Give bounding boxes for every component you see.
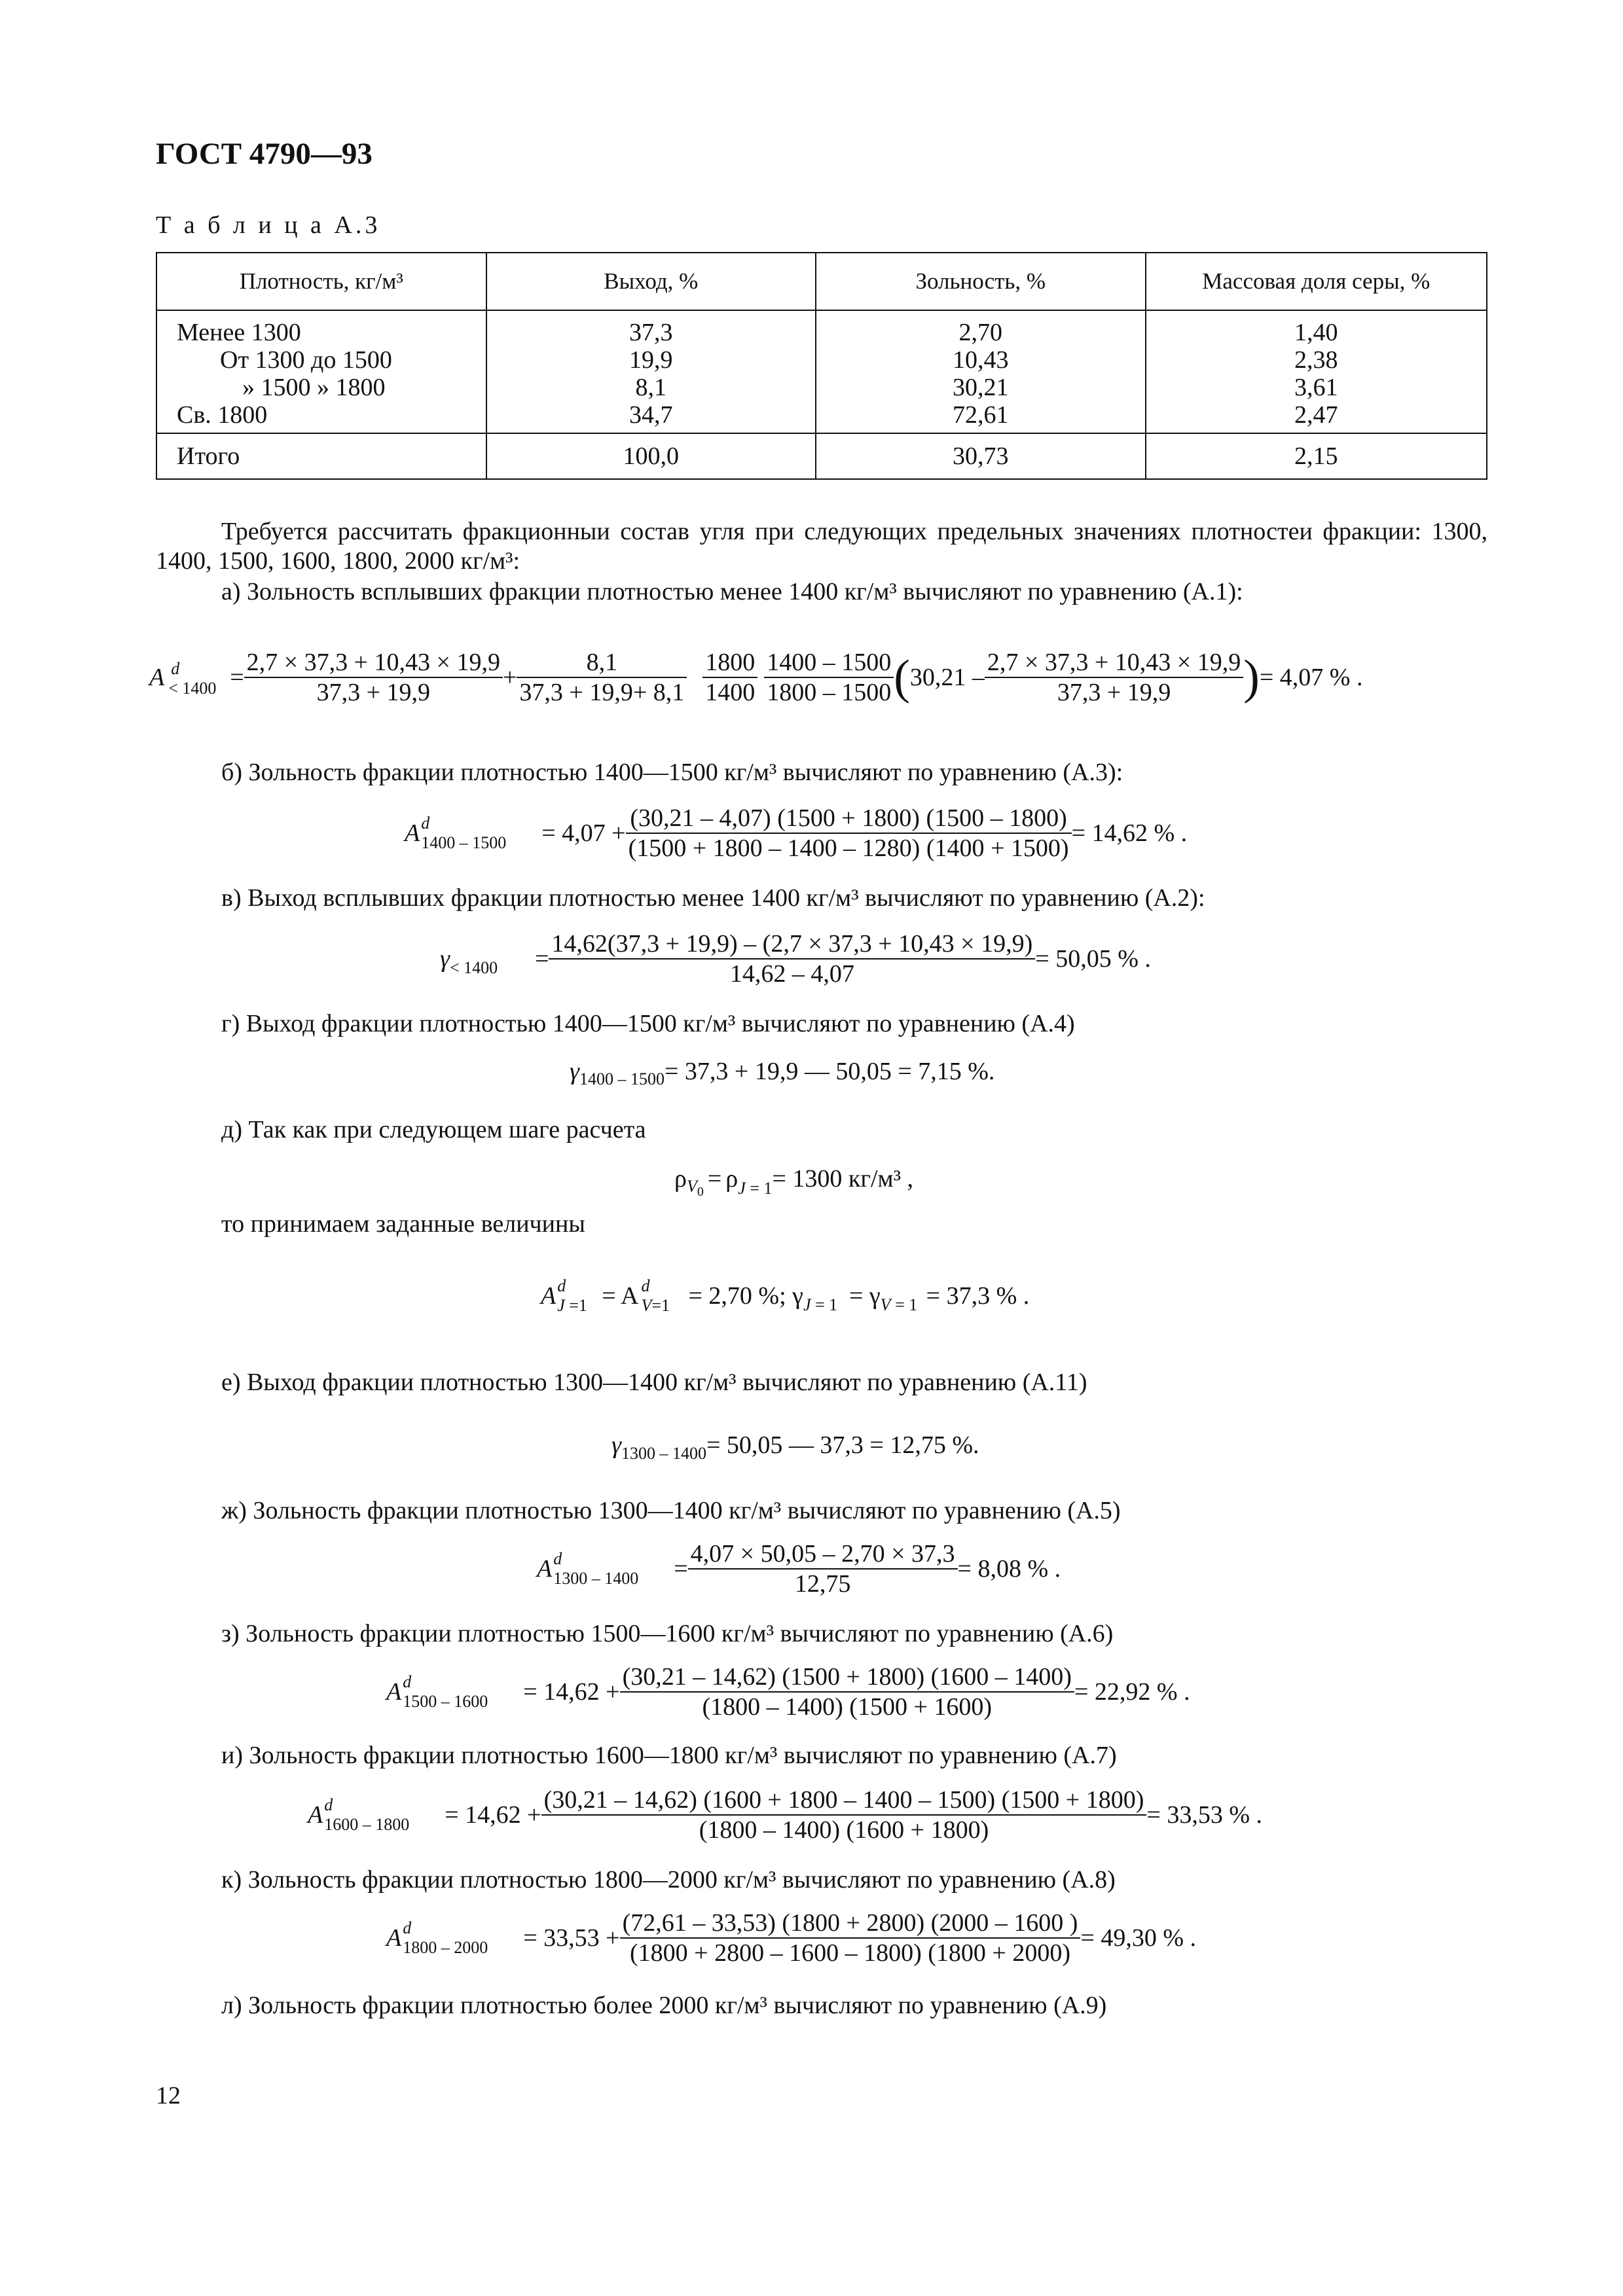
- document-header: ГОСТ 4790—93: [156, 137, 373, 171]
- intro-paragraph: Требуется рассчитать фракционныи состав угля при следующих предельных значениях плотностеи фракции: 1300, 1400, 1500, 1600, 1800, 2000 кг/м³:: [156, 518, 1487, 575]
- table-cell: 3,61: [1294, 374, 1338, 401]
- table-cell: 100,0: [486, 433, 816, 479]
- column-header: Плотность, кг/м³: [156, 253, 486, 310]
- item-v: в) Выход всплывших фракции плотностью менее 1400 кг/м³ вычисляют по уравнению (А.2):: [221, 884, 1205, 912]
- formula-i: A d 1600 – 1800 = 14,62 + $\frac{(30,21 - 14,62) (1600 + 1800 - 1400 - 1500) (1500 + 1800)}{(1800 - 1400) (1600 + 1800)}$ = 33,53 % .: [308, 1786, 1262, 1844]
- column-header: Массовая доля серы, %: [1146, 253, 1487, 310]
- item-zh: ж) Зольность фракции плотностью 1300—1400 кг/м³ вычисляют по уравнению (А.5): [221, 1497, 1121, 1524]
- table-total-row: [156, 433, 1487, 479]
- ash-cell: [816, 310, 1146, 433]
- item-e: е) Выход фракции плотностью 1300—1400 кг/м³ вычисляют по уравнению (А.11): [221, 1369, 1087, 1396]
- table-cell: 2,70: [958, 319, 1003, 346]
- sulfur-cell: [1146, 310, 1487, 433]
- table-caption: Т а б л и ц а А.3: [156, 211, 381, 239]
- item-i: и) Зольность фракции плотностью 1600—1800 кг/м³ вычисляют по уравнению (А.7): [221, 1742, 1117, 1769]
- table-cell: 30,21: [953, 374, 1009, 401]
- yield-cell: [486, 310, 816, 433]
- column-header: Зольность, %: [816, 253, 1146, 310]
- formula-d2: A d J =1 = A d V=1 = 2,70 %; γ J = 1 = γ V = 1 = 37,3 % .: [541, 1276, 1030, 1315]
- column-header: Выход, %: [486, 253, 816, 310]
- table-cell: 37,3: [629, 319, 673, 346]
- item-a: а) Зольность всплывших фракции плотностью менее 1400 кг/м³ вычисляют по уравнению (А.1):: [221, 578, 1243, 605]
- table-cell: 72,61: [953, 401, 1009, 429]
- table-cell: 8,1: [635, 374, 667, 401]
- table-cell: 30,73: [816, 433, 1146, 479]
- table-cell: » 1500 » 1800: [242, 374, 386, 401]
- item-z: з) Зольность фракции плотностью 1500—1600 кг/м³ вычисляют по уравнению (А.6): [221, 1620, 1114, 1647]
- item-g: г) Выход фракции плотностью 1400—1500 кг/м³ вычисляют по уравнению (А.4): [221, 1010, 1075, 1037]
- table-cell: Св. 1800: [177, 401, 268, 429]
- table-cell: 19,9: [629, 346, 673, 374]
- table-cell: От 1300 до 1500: [220, 346, 392, 374]
- formula-z: A d 1500 – 1600 = 14,62 + $\frac{(30,21 - 14,62) (1500 + 1800) (1600 - 1400)}{(1800 - 1400) (1500 + 1600)}$ = 22,92 % .: [386, 1663, 1190, 1721]
- table-cell: Итого: [156, 433, 486, 479]
- formula-zh: A d 1300 – 1400 = $\frac{4,07 \times 50,05 - 2,70 \times 37,3}{12,75}$ = 8,08 % .: [537, 1540, 1061, 1598]
- formula-b: A d 1400 – 1500 = 4,07 + $\frac{(30,21 - 4,07) (1500 + 1800) (1500 - 1800)}{(1500 + 1800 - 1400 - 1280) (1400 + 1500)}$ = 14,62 % .: [405, 804, 1188, 862]
- table-cell: Менее 1300: [177, 319, 301, 346]
- formula-g: γ 1400 – 1500 = 37,3 + 19,9 — 50,05 = 7,15 %.: [570, 1058, 995, 1088]
- formula-e: γ 1300 – 1400 = 50,05 — 37,3 = 12,75 %.: [611, 1431, 979, 1463]
- item-d: д) Так как при следующем шаге расчета: [221, 1116, 646, 1143]
- table-cell: 2,38: [1294, 346, 1338, 374]
- table-body: [156, 310, 1487, 433]
- formula-k: A d 1800 – 2000 = 33,53 + $\frac{(72,61 - 33,53) (1800 + 2800) (2000 - 1600 )}{(1800 + 2800 - 1600 - 1800) (1800 + 2000)}$ = 49,30 % .: [386, 1909, 1197, 1967]
- density-cell: [156, 310, 486, 433]
- table-cell: 2,47: [1294, 401, 1338, 429]
- item-d2: то принимаем заданные величины: [221, 1210, 585, 1238]
- page-number: 12: [156, 2082, 181, 2109]
- formula-d: ρ $V_0$ = ρ J = 1 = 1300 кг/м³ ,: [674, 1164, 913, 1200]
- item-k: к) Зольность фракции плотностью 1800—2000 кг/м³ вычисляют по уравнению (А.8): [221, 1866, 1116, 1893]
- table-header-row: [156, 253, 1487, 310]
- table-cell: 2,15: [1146, 433, 1487, 479]
- item-b: б) Зольность фракции плотностью 1400—1500 кг/м³ вычисляют по уравнению (А.3):: [221, 759, 1123, 786]
- formula-a: A d < 1400 = $\frac{2,7 \times 37,3 + 10,43 \times 19,9}{37,3 + 19,9}$ + $\frac{8,1}{37,3 + 19,9+ 8,1}$ $\frac{1800}{1400}$ $\frac{1400 - 1500}{1800 - 1500}$ ( 30,21 – $\frac{2,7 \times 37,3 + 10,43 \times 19,9}{37,3 + 19,9}$ ) = 4,07 % .: [149, 649, 1363, 706]
- table-cell: 34,7: [629, 401, 673, 429]
- item-l: л) Зольность фракции плотностью более 2000 кг/м³ вычисляют по уравнению (А.9): [221, 1992, 1107, 2019]
- table-cell: 1,40: [1294, 319, 1338, 346]
- table-cell: 10,43: [953, 346, 1009, 374]
- formula-v: γ < 1400 = $\frac{14,62(37,3 + 19,9) - (2,7 \times 37,3 + 10,43 \times 19,9)}{14,62 - 4,07}$ = 50,05 % .: [440, 930, 1151, 988]
- data-table: [156, 252, 1487, 480]
